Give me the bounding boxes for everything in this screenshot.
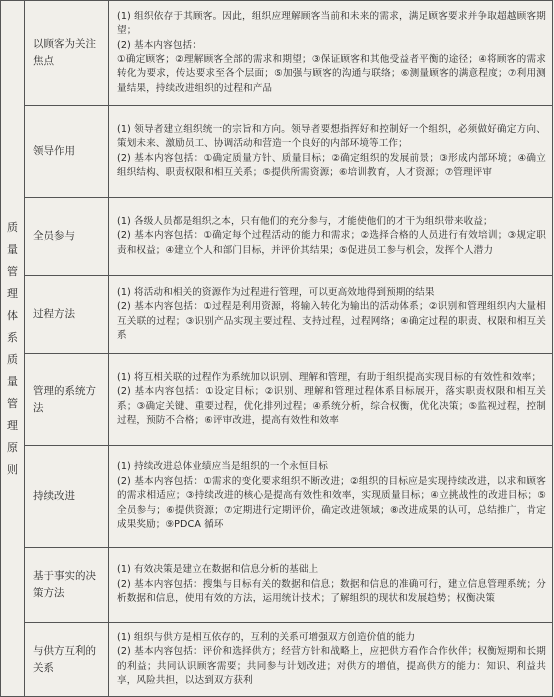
principle-name: 过程方法 [25, 276, 109, 354]
content-line: (2) 基本内容包括：①需求的变化要求组织不断改进；②组织的目标应是实现持续改进，以求和顾客的需求相适应；③持续改进的核心是提高有效性和效率，实现质量目标；④立挑战性的改进目标；⑤全员参与；⑥提供资源；⑦定期进行定期评价，确定改进领域；⑧改进成果的认可，总结推广，肯定成果奖励；⑨PDCA 循环 [117, 475, 546, 531]
content-line: (1) 持续改进总体业绩应当是组织的一个永恒目标 [117, 461, 328, 473]
main-label-cell [1, 1, 25, 697]
content-line: (2) 基本内容包括：①确定每个过程活动的能力和需求；②选择合格的人员进行有效培训；③规定职责和权益；④建立个人和部门目标，并评价其结果；⑤促进员工参与机会，发挥个人潜力 [117, 230, 546, 256]
table-row [1, 106, 553, 198]
content-line: (1) 组织依存于其顾客。因此，组织应理解顾客当前和未来的需求，满足顾客要求并争取超越顾客期望； [117, 10, 546, 37]
content-line: (2) 基本内容包括：①确定质量方针、质量目标；②确定组织的发展前景；③形成内部环境；④确立组织结构、职责权限和相互关系；⑤提供所需资源；⑥培训教育，人才资源；⑦管理评审 [117, 152, 546, 178]
content-line: (2) 基本内容包括：搜集与目标有关的数据和信息；数据和信息的准确可行，建立信息管理系统；分析数据和信息，使用有效的方法，运用统计技术；了解组织的现状和发展趋势；权衡决策 [117, 578, 546, 605]
content-line: ①确定顾客；②理解顾客全部的需求和期望；③保证顾客和其他受益者平衡的途径；④将顾客的需求转化为要求，传达要求至各个层面；⑤加强与顾客的沟通与联络；⑥测量顾客的满意程度；⑦利用测量结果，持续改进组织的过程和产品 [117, 54, 546, 94]
table-row [1, 354, 553, 446]
content-line: (2) 基本内容包括：①过程是利用资源，将输入转化为输出的活动体系；②识别和管理组织内大量相互关联的过程；③识别产品实现主要过程、支持过程，过程网络；④确定过程的职责、权限和相互关系 [117, 301, 546, 341]
principle-content [109, 446, 553, 548]
content-line: (1) 有效决策是建立在数据和信息分析的基础上 [117, 564, 319, 576]
principle-name: 全员参与 [25, 198, 109, 276]
table-row [1, 446, 553, 548]
content-line: (1) 将活动和相关的资源作为过程进行管理，可以更高效地得到预期的结果 [117, 286, 435, 298]
principle-name: 持续改进 [25, 446, 109, 548]
principle-name: 基于事实的决策方法 [25, 548, 109, 623]
content-line: (2) 基本内容包括：①设定目标；②识别、理解和管理过程体系目标展开，落实职责权限和相互关系；③确定关键、重要过程，优化排列过程；④系统分析，综合权衡，优化决策；⑤监视过程，控制过程，预防不合格；⑥评审改进，提高有效性和效率 [117, 386, 546, 426]
principle-content [109, 198, 553, 276]
table-row [1, 623, 553, 697]
table-row [1, 1, 553, 106]
main-label: 质量管理体系质量管理原则 [7, 220, 18, 476]
content-line: (2) 基本内容包括： [117, 39, 202, 51]
principle-name: 与供方互利的关系 [25, 623, 109, 697]
table-row [1, 548, 553, 623]
content-line: (1) 各级人员都是组织之本，只有他们的充分参与，才能使他们的才干为组织带来收益； [117, 215, 493, 227]
table-row [1, 198, 553, 276]
principle-content [109, 276, 553, 354]
content-line: (1) 将互相关联的过程作为系统加以识别、理解和管理，有助于组织提高实现目标的有效性和效率； [117, 371, 542, 383]
principle-content [109, 106, 553, 198]
principle-name: 领导作用 [25, 106, 109, 198]
principle-content [109, 548, 553, 623]
table-row [1, 276, 553, 354]
principle-content [109, 354, 553, 446]
content-line: (1) 领导者建立组织统一的宗旨和方向。领导者要想指挥好和控制好一个组织，必须做好确定方向、策划未来、激励员工、协调活动和营造一个良好的内部环境等工作； [117, 123, 546, 150]
content-line: (2) 基本内容包括：评价和选择供方；经营方针和战略上，应把供方看作合作伙伴；权衡短期和长期的利益；共同认识顾客需要；共同参与计划改进；对供方的增值，提高供方的能力：知识、利益共享，风险共担，以达到双方获利 [117, 646, 546, 686]
principle-content [109, 1, 553, 106]
principle-content [109, 623, 553, 697]
principle-name: 以顾客为关注焦点 [25, 1, 109, 106]
principle-name: 管理的系统方法 [25, 354, 109, 446]
content-line: (1) 组织与供方是相互依存的，互利的关系可增强双方创造价值的能力 [117, 631, 416, 643]
